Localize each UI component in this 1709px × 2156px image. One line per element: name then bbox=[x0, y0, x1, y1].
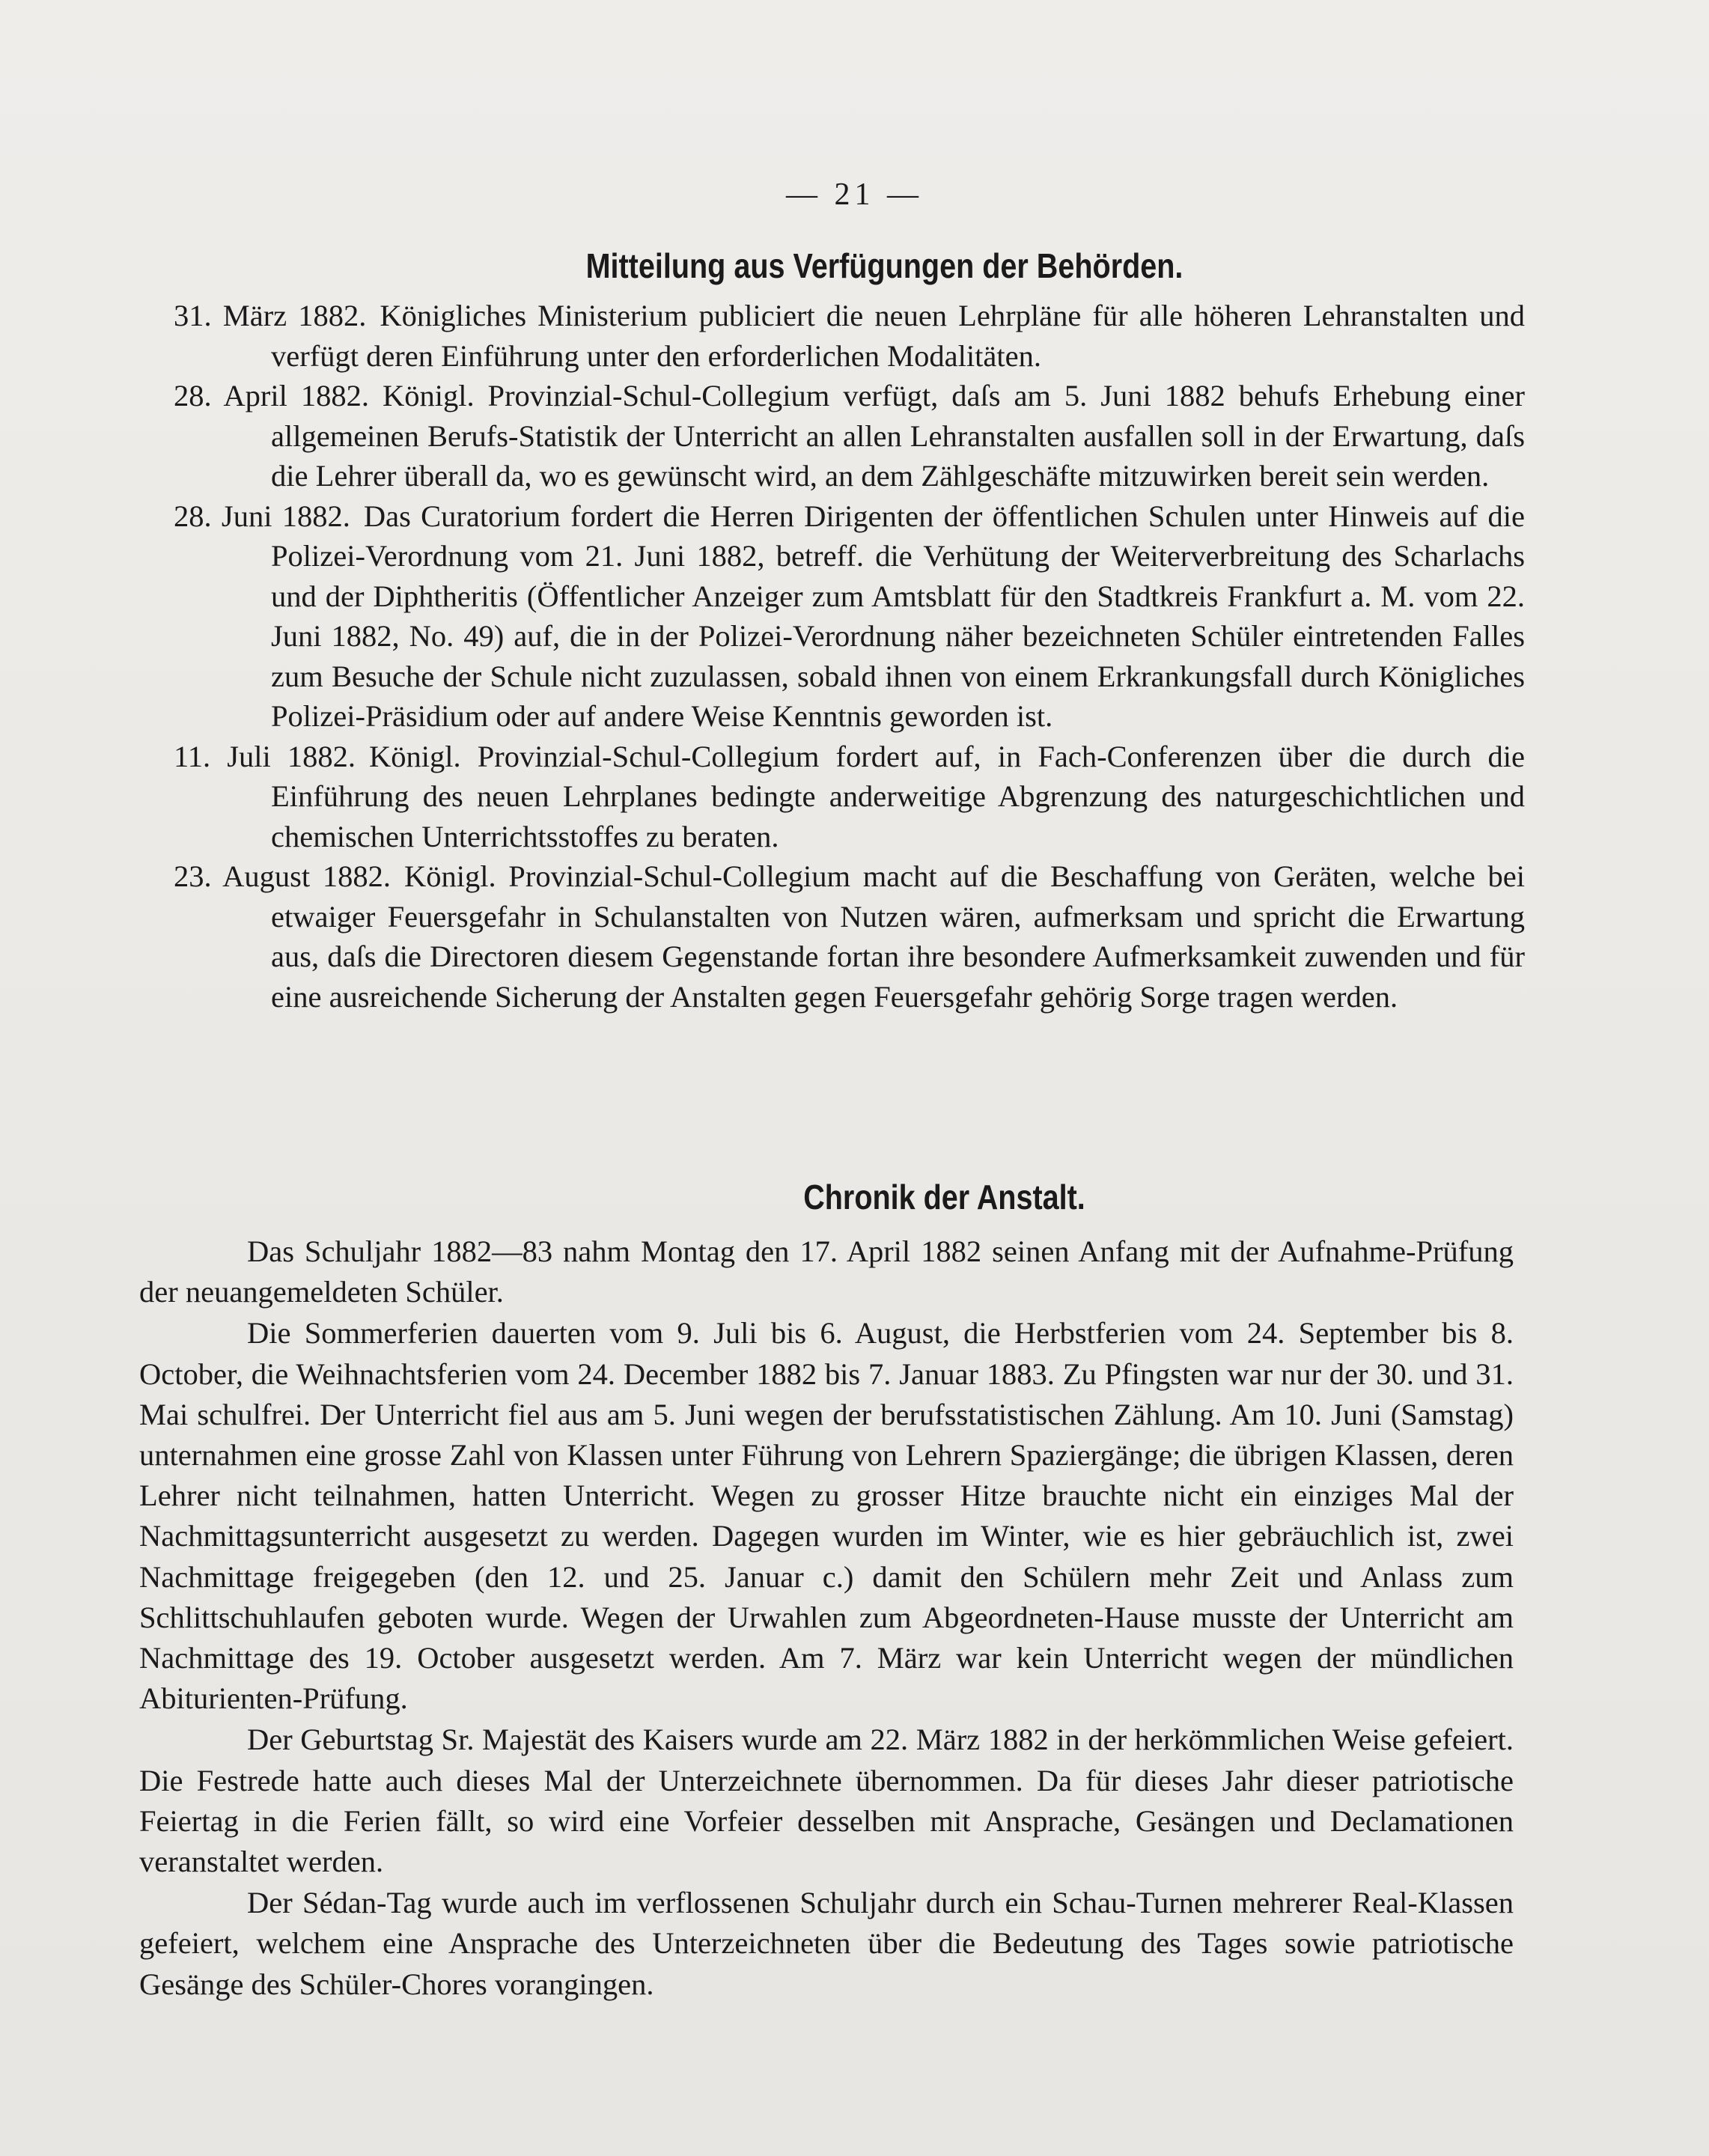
chronik-body bbox=[139, 1231, 1514, 2005]
decree-date: 28. Juni 1882. bbox=[174, 499, 350, 533]
decree-date: 11. Juli 1882. bbox=[174, 739, 356, 773]
decree-entry bbox=[174, 496, 1525, 737]
decree-text: Das Curatorium fordert die Herren Dirigenten der öffentlichen Schulen unter Hinweis auf die Polizei-Verordnung vom 21. Juni 1882, betreff. die Verhütung der Weiterverbreitung des Scharlachs und der Diphtheritis (Öffentlicher Anzeiger zum Amtsblatt für den Stadtkreis Frankfurt a. M. vom 22. Juni 1882, No. 49) auf, die in der Polizei-Verordnung näher bezeichneten Schüler eintretenden Falles zum Besuche der Schule nicht zuzulassen, sobald ihnen von einem Erkrankungsfall durch Königliches Polizei-Präsidium oder auf andere Weise Kenntnis geworden ist. bbox=[271, 499, 1525, 733]
page-number: — 21 — bbox=[786, 177, 923, 212]
decree-entry bbox=[174, 856, 1525, 1017]
decree-entry bbox=[174, 737, 1525, 857]
decree-text: Königl. Provinzial-Schul-Collegium fordert auf, in Fach-Conferenzen über die durch die Einführung des neuen Lehrplanes bedingte anderweitige Abgrenzung des naturgeschichtlichen und chemischen Unterrichtsstoffes zu beraten. bbox=[271, 739, 1526, 853]
decree-date: 31. März 1882. bbox=[174, 299, 367, 332]
decree-entry bbox=[174, 296, 1525, 376]
chronik-paragraph: Die Sommerferien dauerten vom 9. Juli bis 6. August, die Herbstferien vom 24. September bis 8. October, die Weihnachtsferien vom 24. December 1882 bis 7. Januar 1883. Zu Pfingsten war nur der 30. und 31. Mai schulfrei. Der Unterricht fiel aus am 5. Juni wegen der berufsstatistischen Zählung. Am 10. Juni (Samstag) unternahmen eine grosse Zahl von Klassen unter Führung von Lehrern Spaziergänge; die übrigen Klassen, deren Lehrer nicht teilnahmen, hatten Unterricht. Wegen zu grosser Hitze brauchte nicht ein einziges Mal der Nachmittagsunterricht ausgesetzt zu werden. Dagegen wurden im Winter, wie es hier gebräuchlich ist, zwei Nachmittage freigegeben (den 12. und 25. Januar c.) damit den Schülern mehr Zeit und Anlass zum Schlittschuhlaufen geboten wurde. Wegen der Urwahlen zum Abgeordneten-Hause musste der Unterricht am Nachmittage des 19. October ausgesetzt werden. Am 7. März war kein Unterricht wegen der mündlichen Abiturienten-Prüfung. bbox=[139, 1316, 1514, 1716]
decree-entry bbox=[174, 376, 1525, 496]
section-title-chronik: Chronik der Anstalt. bbox=[803, 1178, 1085, 1216]
chronik-paragraph: Der Geburtstag Sr. Majestät des Kaisers wurde am 22. März 1882 in der herkömmlichen Weise gefeiert. Die Festrede hatte auch dieses Mal der Unterzeichnete übernommen. Da für dieses Jahr dieser patriotische Feiertag in die Ferien fällt, so wird eine Vorfeier desselben mit Ansprache, Gesängen und Declamationen veranstaltet werden. bbox=[139, 1723, 1514, 1879]
decree-text: Königl. Provinzial-Schul-Collegium verfügt, daſs am 5. Juni 1882 behufs Erhebung einer allgemeinen Berufs-Statistik der Unterricht an allen Lehranstalten ausfallen soll in der Erwartung, daſs die Lehrer überall da, wo es gewünscht wird, an dem Zählgeschäfte mitzuwirken bereit sein werden. bbox=[271, 379, 1525, 493]
decree-date: 23. August 1882. bbox=[174, 859, 391, 893]
decree-list bbox=[174, 296, 1525, 1017]
chronik-paragraph: Das Schuljahr 1882—83 nahm Montag den 17. April 1882 seinen Anfang mit der Aufnahme-Prüfung der neuangemeldeten Schüler. bbox=[139, 1234, 1514, 1309]
decree-text: Königliches Ministerium publiciert die neuen Lehrpläne für alle höheren Lehranstalten und verfügt deren Einführung unter den erforderlichen Modalitäten. bbox=[271, 299, 1525, 373]
chronik-paragraph: Der Sédan-Tag wurde auch im verflossenen Schuljahr durch ein Schau-Turnen mehrerer Real-Klassen gefeiert, welchem eine Ansprache des Unterzeichneten über die Bedeutung des Tages sowie patriotische Gesänge des Schüler-Chores vorangingen. bbox=[139, 1886, 1514, 2001]
decree-date: 28. April 1882. bbox=[174, 379, 369, 412]
decree-text: Königl. Provinzial-Schul-Collegium macht auf die Beschaffung von Geräten, welche bei etwaiger Feuersgefahr in Schulanstalten von Nutzen wären, aufmerksam und spricht die Erwartung aus, daſs die Directoren diesem Gegenstande fortan ihre besondere Aufmerksamkeit zuwenden und für eine ausreichende Sicherung der Anstalten gegen Feuersgefahr gehörig Sorge tragen werden. bbox=[271, 859, 1526, 1014]
section-title-mitteilung: Mitteilung aus Verfügungen der Behörden. bbox=[585, 246, 1183, 285]
